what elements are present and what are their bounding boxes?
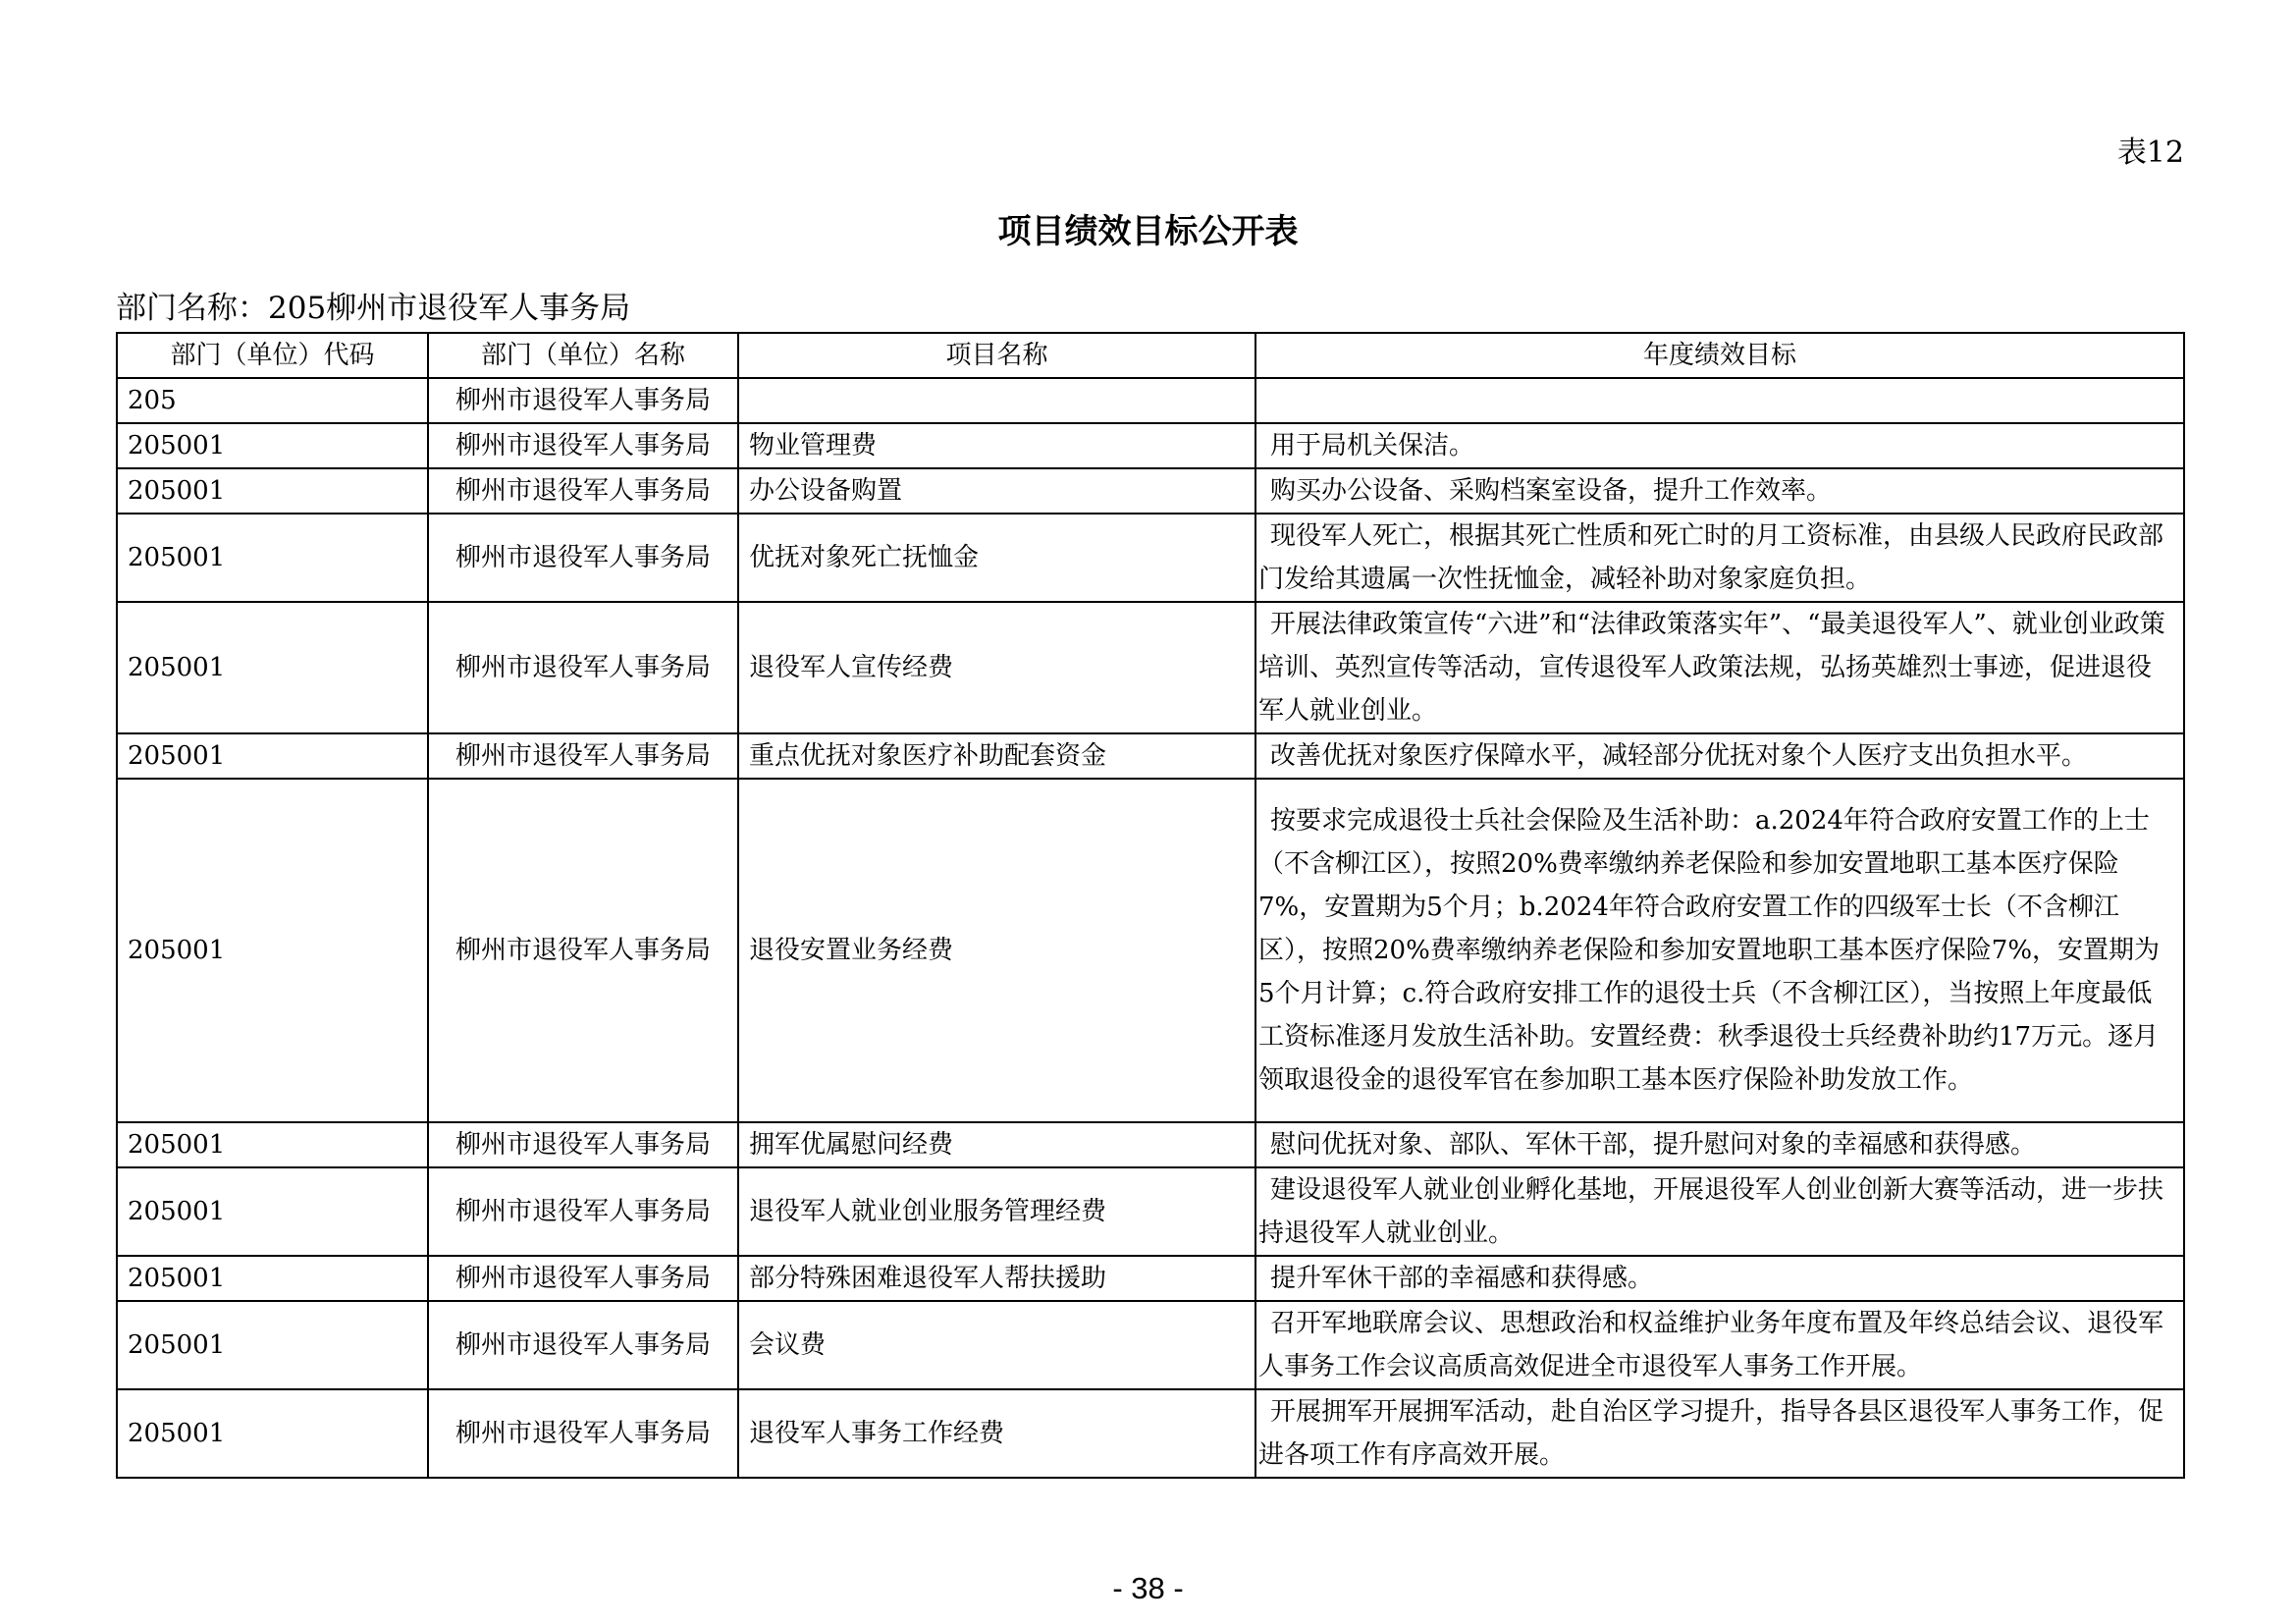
performance-table [116, 332, 2185, 1479]
cell-goal: 建设退役军人就业创业孵化基地，开展退役军人创业创新大赛等活动，进一步扶持退役军人就业创业。 [1255, 1167, 2184, 1256]
cell-goal: 按要求完成退役士兵社会保险及生活补助：a.2024年符合政府安置工作的上士（不含柳江区），按照20%费率缴纳养老保险和参加安置地职工基本医疗保险7%，安置期为5个月；b.2024年符合政府安置工作的四级军士长（不含柳江区），按照20%费率缴纳养老保险和参加安置地职工基本医疗保险7%，安置期为5个月计算；c.符合政府安排工作的退役士兵（不含柳江区），当按照上年度最低工资标准逐月发放生活补助。安置经费：秋季退役士兵经费补助约17万元。逐月领取退役金的退役军官在参加职工基本医疗保险补助发放工作。 [1255, 779, 2184, 1122]
cell-goal: 现役军人死亡，根据其死亡性质和死亡时的月工资标准，由县级人民政府民政部门发给其遗属一次性抚恤金，减轻补助对象家庭负担。 [1255, 514, 2184, 602]
cell-unit: 柳州市退役军人事务局 [428, 1389, 738, 1478]
column-header-unit: 部门（单位）名称 [428, 333, 738, 378]
cell-unit: 柳州市退役军人事务局 [428, 378, 738, 423]
table-row [117, 1301, 2184, 1389]
cell-code: 205001 [117, 1389, 428, 1478]
cell-project: 物业管理费 [738, 423, 1255, 468]
cell-code: 205001 [117, 1301, 428, 1389]
cell-code: 205001 [117, 779, 428, 1122]
department-label: 部门名称： [116, 291, 268, 326]
cell-goal: 提升军休干部的幸福感和获得感。 [1255, 1256, 2184, 1301]
table-row [117, 1122, 2184, 1167]
cell-code: 205001 [117, 468, 428, 514]
cell-goal: 购买办公设备、采购档案室设备，提升工作效率。 [1255, 468, 2184, 514]
department-line [116, 289, 630, 328]
cell-unit: 柳州市退役军人事务局 [428, 1256, 738, 1301]
cell-unit: 柳州市退役军人事务局 [428, 1167, 738, 1256]
cell-project: 会议费 [738, 1301, 1255, 1389]
cell-unit: 柳州市退役军人事务局 [428, 468, 738, 514]
cell-unit: 柳州市退役军人事务局 [428, 1301, 738, 1389]
cell-project: 部分特殊困难退役军人帮扶援助 [738, 1256, 1255, 1301]
table-row [117, 1167, 2184, 1256]
table-row [117, 468, 2184, 514]
page-title: 项目绩效目标公开表 [997, 212, 1299, 251]
table-row [117, 602, 2184, 733]
cell-unit: 柳州市退役军人事务局 [428, 423, 738, 468]
cell-project: 退役军人宣传经费 [738, 602, 1255, 733]
cell-goal: 改善优抚对象医疗保障水平，减轻部分优抚对象个人医疗支出负担水平。 [1255, 733, 2184, 779]
cell-unit: 柳州市退役军人事务局 [428, 779, 738, 1122]
department-value: 205柳州市退役军人事务局 [268, 291, 631, 326]
cell-project: 退役军人事务工作经费 [738, 1389, 1255, 1478]
column-header-code: 部门（单位）代码 [117, 333, 428, 378]
cell-unit: 柳州市退役军人事务局 [428, 514, 738, 602]
cell-goal: 开展拥军开展拥军活动，赴自治区学习提升，指导各县区退役军人事务工作，促进各项工作有序高效开展。 [1255, 1389, 2184, 1478]
column-header-goal: 年度绩效目标 [1255, 333, 2184, 378]
table-row [117, 514, 2184, 602]
cell-goal: 开展法律政策宣传“六进”和“法律政策落实年”、“最美退役军人”、就业创业政策培训、英烈宣传等活动，宣传退役军人政策法规，弘扬英雄烈士事迹，促进退役军人就业创业。 [1255, 602, 2184, 733]
cell-unit: 柳州市退役军人事务局 [428, 733, 738, 779]
cell-project: 重点优抚对象医疗补助配套资金 [738, 733, 1255, 779]
cell-code: 205001 [117, 733, 428, 779]
table-header-row [117, 333, 2184, 378]
cell-goal: 用于局机关保洁。 [1255, 423, 2184, 468]
cell-code: 205 [117, 378, 428, 423]
cell-project: 办公设备购置 [738, 468, 1255, 514]
cell-code: 205001 [117, 1256, 428, 1301]
cell-code: 205001 [117, 423, 428, 468]
table-row [117, 1256, 2184, 1301]
table-row [117, 779, 2184, 1122]
cell-project [738, 378, 1255, 423]
table-row [117, 423, 2184, 468]
cell-code: 205001 [117, 602, 428, 733]
cell-code: 205001 [117, 1122, 428, 1167]
column-header-project: 项目名称 [738, 333, 1255, 378]
table-row [117, 733, 2184, 779]
cell-goal: 慰问优抚对象、部队、军休干部，提升慰问对象的幸福感和获得感。 [1255, 1122, 2184, 1167]
cell-project: 优抚对象死亡抚恤金 [738, 514, 1255, 602]
cell-code: 205001 [117, 514, 428, 602]
cell-goal: 召开军地联席会议、思想政治和权益维护业务年度布置及年终总结会议、退役军人事务工作会议高质高效促进全市退役军人事务工作开展。 [1255, 1301, 2184, 1389]
cell-unit: 柳州市退役军人事务局 [428, 1122, 738, 1167]
cell-project: 退役军人就业创业服务管理经费 [738, 1167, 1255, 1256]
cell-project: 拥军优属慰问经费 [738, 1122, 1255, 1167]
table-number: 表12 [2116, 135, 2184, 170]
table-row [117, 378, 2184, 423]
cell-code: 205001 [117, 1167, 428, 1256]
cell-unit: 柳州市退役军人事务局 [428, 602, 738, 733]
cell-project: 退役安置业务经费 [738, 779, 1255, 1122]
page-number: - 38 - [1112, 1571, 1184, 1605]
cell-goal [1255, 378, 2184, 423]
table-row [117, 1389, 2184, 1478]
